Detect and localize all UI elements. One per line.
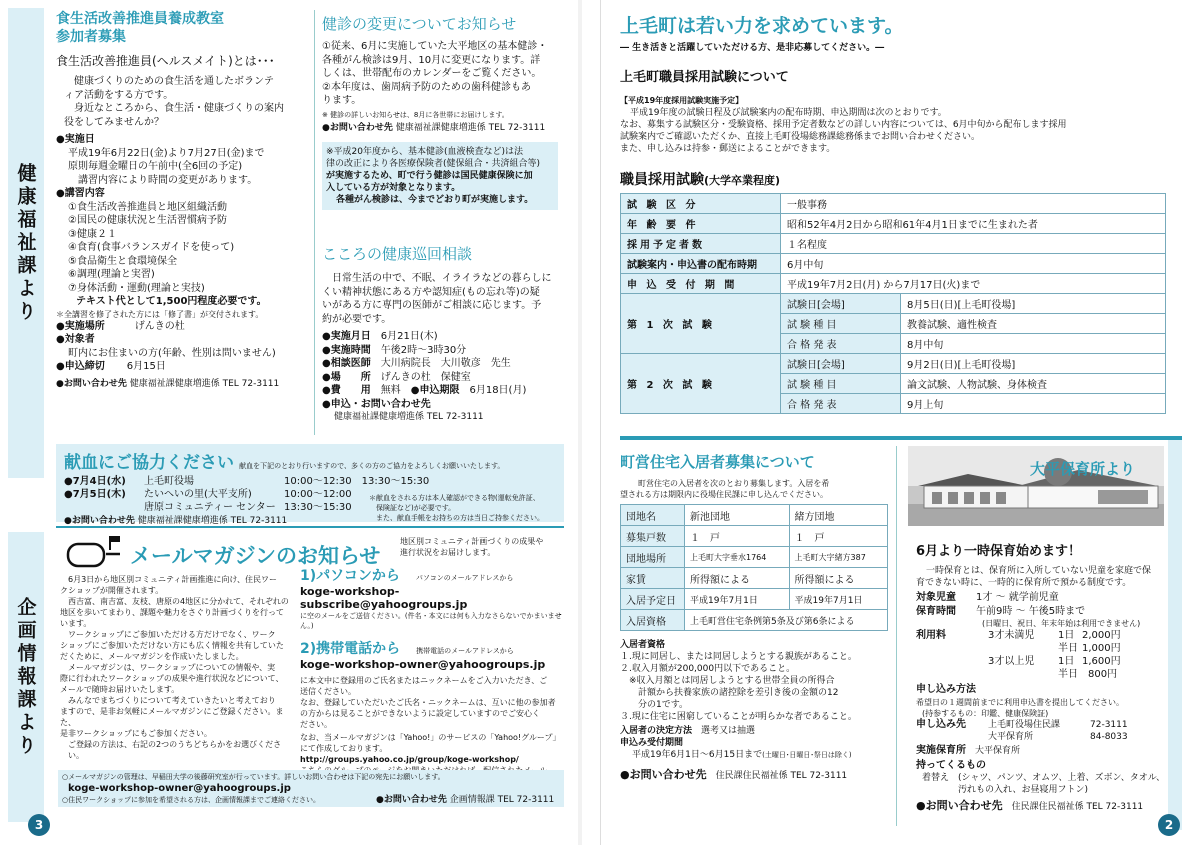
- table-row: [621, 194, 1166, 214]
- text-line: 着替え (シャツ、パンツ、オムツ、上着、ズボン、タオル、: [922, 773, 1166, 783]
- contact-value: 住民課住民福祉係 TEL 72-3111: [715, 771, 848, 781]
- exam-table: [620, 193, 1166, 414]
- cell: 論文試験、人物試験、身体検査: [901, 374, 1166, 394]
- text-line: だくために、メールマガジンを作成いたしました。: [60, 652, 244, 661]
- row-label: 入居予定日: [621, 589, 685, 610]
- row-label: 家賃: [621, 568, 685, 589]
- text-line: 講習内容により時間の変更があります。: [78, 174, 258, 186]
- contact-value: 住民課住民福祉係 TEL 72-3111: [1011, 802, 1144, 812]
- value: げんきの杜 保健室: [380, 371, 471, 383]
- text-line: 送信ください。: [300, 687, 356, 696]
- place: たいへいの里(大平支所): [144, 489, 252, 500]
- text-line: 各種がん検診は、今までどおり町が実施します。: [336, 194, 534, 205]
- label: ●対象者: [56, 334, 95, 345]
- text-line: ①従来、6月に実施していた大平地区の基本健診・: [322, 41, 548, 52]
- fee-age: 3才以上児: [988, 656, 1035, 667]
- text-line: 一時保育とは、保育所に入所していない児童を家庭で保: [926, 566, 1152, 576]
- value: 72-3111: [1090, 719, 1128, 730]
- note: ※ 健診の詳しいお知らせは、8月に各世帯にお届けします。: [322, 110, 509, 119]
- table-row: [621, 547, 888, 568]
- title-note: 進行状況をお届けします。: [400, 548, 496, 557]
- label: ●お問い合わせ先: [376, 795, 447, 805]
- label: 申し込み方法: [916, 684, 976, 695]
- text-line: また、申し込みは持参・郵送によることができます。: [620, 144, 836, 154]
- list-item: ⑤食品衛生と食環境保全: [68, 255, 177, 267]
- kenshin-section: [322, 14, 562, 210]
- text-line: クショップが開催されます。: [60, 586, 164, 595]
- heading: 1)パソコンから: [300, 568, 400, 584]
- list-item: ⑦身体活動・運動(理論と実技): [68, 282, 205, 294]
- value: 84-8033: [1090, 731, 1128, 742]
- cell: 所得額による: [789, 568, 887, 589]
- label: ●場 所: [322, 371, 371, 383]
- text-line: なお、当メールマガジンは「Yahoo!」のサービスの「Yahoo!グループ」: [300, 733, 561, 742]
- list-item: ２.収入月額が200,000円以下であること。: [620, 664, 796, 674]
- contact-value: 健康福祉課健康増進係 TEL 72-3111: [129, 378, 280, 389]
- text-line: 希望日の１週間前までに利用申込書を提出してください。: [916, 697, 1124, 707]
- intro-line: 健康づくりのための食生活を通したボランテ: [74, 76, 274, 87]
- text-line: 育できない時に、一時的に保育所で預かる制度です。: [916, 578, 1132, 588]
- text-line: 平成19年6月22日(金)より7月27日(金)まで: [68, 147, 265, 159]
- value: 6月18日(月): [469, 385, 527, 396]
- label: ●お問い合わせ先: [56, 378, 127, 389]
- text-line: 際に行われたワークショップの成果や進行状況などについて、: [60, 674, 284, 683]
- section-title: 食生活改善推進員養成教室: [56, 11, 224, 27]
- row-label: 試験案内・申込書の配布時期: [621, 254, 781, 274]
- headline: 6月より一時保育始めます！: [916, 544, 1082, 559]
- label: 持ってくるもの: [916, 759, 986, 771]
- value: 選考又は抽選: [701, 726, 756, 736]
- cell: 9月上旬: [901, 394, 1166, 414]
- text-line: 平成19年度の試験日程及び試験案内の配布時期、申込期間は次のとおりです。: [630, 108, 947, 118]
- fee-text: テキスト代として1,500円程度必要です。: [76, 296, 267, 307]
- text-line: にて作成しております。: [300, 744, 388, 753]
- mailmag-footer: [58, 770, 564, 807]
- section-title: こころの健康巡回相談: [322, 245, 473, 263]
- note: (日曜日、祝日、年末年始は利用できません): [982, 619, 1141, 628]
- cell: 平成19年7月1日: [685, 589, 790, 610]
- list-item: ④食育(食事バランスガイドを使って): [68, 242, 235, 253]
- value: げんきの杜: [134, 320, 185, 332]
- value: 大平保育所: [975, 745, 1021, 756]
- section-title: 大平保育所より: [1030, 460, 1136, 478]
- table-row: [621, 568, 888, 589]
- section-title: 上毛町は若い力を求めています。: [620, 15, 904, 37]
- text-line: メールマガジンは、ワークショップについての情報や、実: [68, 663, 276, 672]
- row-label: 第 2 次 試 験: [621, 354, 781, 414]
- mailmag-howto: [300, 562, 564, 798]
- text-line: が実施するため、町で行う健診は国民健康保険に加: [326, 170, 533, 181]
- contact-value: 健康福祉課健康増進係 TEL 72-3111: [395, 122, 546, 133]
- cell: １ 戸: [789, 526, 887, 547]
- value: 平成19年6月1日～6月15日まで: [632, 750, 763, 760]
- value: 無料: [380, 385, 401, 396]
- note: また、献血手帳をお持ちの方は当日ご持参ください。: [369, 514, 544, 522]
- text-line: 6月3日から地区別コミュニティ計画推進に向け、住民ワー: [68, 575, 278, 584]
- label: ●実施時間: [322, 344, 371, 356]
- text-line: ショップにご参加いただけない方にも広く情報を共有していた: [60, 641, 284, 650]
- label: ●講習内容: [56, 188, 105, 199]
- fee-amount: 2,000円: [1082, 630, 1121, 641]
- value: 午後2時～3時30分: [380, 344, 467, 356]
- intro-line: 役をしてみませんか？: [64, 116, 164, 128]
- contact-value: 健康福祉課健康増進係 TEL 72-3111: [334, 412, 484, 422]
- note: (土曜日･日曜日･祭日は除く): [762, 751, 852, 759]
- section-title: メールマガジンのお知らせ: [130, 544, 381, 568]
- cell: 試 験 種 目: [781, 314, 901, 334]
- title-note: 献血を下記のとおり行いますので、多くの方のご協力をよろしくお願いいたします。: [239, 462, 505, 470]
- label: ●お問い合わせ先: [322, 122, 393, 133]
- label: ●申込期限: [410, 385, 460, 396]
- text-line: しくは、世帯配布のカレンダーをご覧ください。: [322, 68, 542, 79]
- notice-box: [322, 142, 558, 210]
- footer-line: ○メールマガジンの管理は、早稲田大学の後藤研究室が行っています。詳しいお問い合わせは下記の宛先にお願いします。: [62, 773, 445, 781]
- text-line: ります。: [322, 95, 362, 106]
- text-line: みんなでまちづくりについて考えていきたいと考えており: [68, 696, 276, 705]
- list-item: ③健康２１: [68, 228, 117, 240]
- table-row: [621, 234, 1166, 254]
- table-row: [621, 214, 1166, 234]
- text-line: の方からは見ることができないように設定していますのでご安心く: [300, 709, 540, 718]
- value: 6月21日(木): [380, 331, 438, 342]
- value: 1才 ～ 就学前児童: [976, 592, 1059, 603]
- text-line: いがある方に専門の医師がご相談に応じます。予: [322, 300, 542, 311]
- text-line: なお、登録していただいたご氏名・ニックネームは、互いに他の参加者: [300, 698, 556, 707]
- text-line: 各種がん検診は9月、10月に変更になります。詳: [322, 54, 541, 66]
- place: 上毛町役場: [144, 476, 194, 487]
- list-item: ②国民の健康状況と生活習慣病予防: [68, 215, 227, 226]
- table-subtitle: (大学卒業程度): [704, 174, 781, 187]
- text-line: 入している方が対象となります。: [326, 182, 461, 193]
- sidebar-planning: [8, 532, 44, 822]
- kenketsu-section: [56, 444, 564, 526]
- url-link[interactable]: http://groups.yahoo.co.jp/group/koge-workshop/: [300, 755, 519, 764]
- sidebar-label: 健康福祉課より: [14, 162, 37, 324]
- value: 6月15日: [126, 361, 166, 372]
- value: 大平保育所: [988, 731, 1034, 742]
- contact-value: 健康福祉課健康増進係 TEL 72-3111: [137, 516, 288, 526]
- cell: 合 格 発 表: [781, 394, 901, 414]
- fee-amount: 1,600円: [1082, 656, 1121, 667]
- text-line: 律の改正により各医療保険者(健保組合・共済組合等): [326, 158, 541, 169]
- email-address[interactable]: koge-workshop-owner@yahoogroups.jp: [68, 783, 291, 794]
- label: ●実施日: [56, 134, 95, 145]
- text-line: 町営住宅の入居者を次のとおり募集します。入居を希: [638, 479, 830, 488]
- subtitle: 食生活改善推進員(ヘルスメイト)とは･･･: [56, 54, 275, 68]
- mailmag-body: [60, 574, 290, 761]
- table-row: [621, 610, 888, 631]
- cell: 所得額による: [685, 568, 790, 589]
- label: ●申込締切: [56, 361, 105, 372]
- label: ●実施場所: [56, 320, 105, 332]
- list-item: ※収入月額とは同居しようとする世帯全員の所得合: [620, 676, 835, 686]
- date: ●7月4日(水): [64, 476, 126, 487]
- text-line: ださい。: [300, 720, 332, 729]
- shokuseikatsu-section: [56, 10, 308, 390]
- text-line: 原則毎週金曜日の午前中(全6回の予定): [68, 161, 243, 172]
- cell: 8月中旬: [901, 334, 1166, 354]
- label: ●相談医師: [322, 358, 371, 369]
- fee-unit: 1日: [1058, 630, 1075, 641]
- value: 町内にお住まいの方(年齢、性別は問いません): [68, 347, 276, 359]
- table-row: [621, 274, 1166, 294]
- text-line: 望される方は期限内に役場住民課に申し込んでください。: [620, 490, 828, 499]
- table-row: [621, 526, 888, 547]
- fee-age: 3才未満児: [988, 630, 1035, 641]
- text-line: に本文中に登録用のご氏名またはニックネームをご入力いただき、ご: [300, 676, 548, 685]
- row-label: 募集戸数: [621, 526, 685, 547]
- row-label: 年 齢 要 件: [621, 214, 781, 234]
- label: 入居者の決定方法: [620, 726, 693, 736]
- label: ●申込・お問い合わせ先: [322, 398, 431, 410]
- fee-unit: 半日: [1058, 643, 1078, 654]
- label: 申し込み先: [916, 718, 966, 730]
- housing-table: [620, 504, 888, 631]
- time: 13:30～15:30: [284, 502, 352, 513]
- label: ●費 用: [322, 385, 371, 396]
- note: パソコンのメールアドレスから: [415, 574, 514, 582]
- section-title: 町営住宅入居者募集について: [620, 453, 815, 471]
- table-row: [621, 294, 1166, 314]
- row-label: 団地名: [621, 505, 685, 526]
- contact-value: 企画情報課 TEL 72-3111: [449, 795, 555, 805]
- table-row: [621, 254, 1166, 274]
- text-line: ますので、是非お気軽にメールマガジンにご登録ください。また、: [60, 707, 284, 727]
- kokoro-section: [322, 244, 562, 423]
- label: 保育時間: [916, 605, 956, 617]
- list-item: １.現に同居し、または同居しようとする親族があること。: [620, 652, 857, 662]
- value: 上毛町役場住民課: [988, 719, 1061, 730]
- value: 午前9時 ～ 午後5時まで: [976, 605, 1086, 617]
- label: ●お問い合わせ先: [64, 516, 135, 526]
- cell: 平成19年7月1日: [789, 589, 887, 610]
- saiyo-section: [620, 14, 1180, 414]
- cell: 試験日[会場]: [781, 354, 901, 374]
- tag: 【平成19年度採用試験実施予定】: [620, 96, 744, 105]
- text-line: 約が必要です。: [322, 313, 392, 325]
- sidebar-label: 企画情報課より: [14, 596, 37, 758]
- table-row: [621, 505, 888, 526]
- row-value: 一般事務: [781, 194, 1166, 214]
- heading: 入居者資格: [620, 640, 666, 650]
- text-line: 汚れもの入れ、お昼寝用フトン): [958, 785, 1089, 795]
- row-label: 試 験 区 分: [621, 194, 781, 214]
- mailbox-icon: [62, 534, 126, 570]
- text-line: 西吉富、南吉富、友枝、唐原の4地区に分かれて、それぞれの: [68, 597, 289, 606]
- note: 保険証など)が必要です。: [369, 504, 456, 512]
- date: ●7月5日(木): [64, 489, 126, 500]
- cell: 試 験 種 目: [781, 374, 901, 394]
- intro-line: 身近なところから、食生活・健康づくりの案内: [74, 103, 284, 114]
- label: 実施保育所: [916, 744, 966, 756]
- text-line: なお、募集する試験区分・受験資格、採用予定者数などの詳しい内容については、6月中旬から配布します採用: [620, 120, 1067, 130]
- intro-line: ィア活動をする方です。: [64, 89, 174, 101]
- text-line: (持参するもの：印鑑、健康保険証): [922, 708, 1049, 718]
- sidebar-health: [8, 8, 44, 478]
- time: 10:00～12:30 13:30～15:30: [284, 476, 430, 487]
- note: ＊全講習を修了された方には「修了書」が交付されます。: [56, 309, 264, 319]
- label: 対象児童: [916, 592, 956, 603]
- cell: １ 戸: [685, 526, 790, 547]
- cell: 上毛町営住宅条例第5条及び第6条による: [685, 610, 888, 631]
- list-item: 計額から扶養家族の諸控除を差引き後の金額の12: [620, 688, 839, 698]
- cell: 緒方団地: [789, 505, 887, 526]
- email-address[interactable]: koge-workshop-owner@yahoogroups.jp: [300, 658, 546, 671]
- table-row: [621, 354, 1166, 374]
- hoikusho-section: [916, 540, 1166, 813]
- cell: 8月5日(日)[上毛町役場]: [901, 294, 1166, 314]
- cell: 9月2日(日)[上毛町役場]: [901, 354, 1166, 374]
- label: ●お問い合わせ先: [620, 768, 707, 781]
- place: 唐原コミュニティー センター: [144, 502, 276, 513]
- text-line: ワークショップにご参加いただける方だけでなく、ワーク: [68, 630, 276, 639]
- email-address[interactable]: koge-workshop-subscribe@yahoogroups.jp: [300, 585, 468, 611]
- fee-amount: 1,000円: [1082, 643, 1121, 654]
- note: に空のメールをご送信ください。(件名・本文には何も入力なさらないでかまいません。): [300, 612, 562, 630]
- text-line: メールで随時お届けいたします。: [60, 685, 180, 694]
- footer-line: ○住民ワークショップに参加を希望される方は、企画情報課までご連絡ください。: [62, 796, 320, 804]
- section-title: 参加者募集: [56, 29, 126, 45]
- row-label: 団地場所: [621, 547, 685, 568]
- list-item: ⑥調理(理論と実習): [68, 269, 155, 280]
- cell: 新池団地: [685, 505, 790, 526]
- row-value: １名程度: [781, 234, 1166, 254]
- text-line: 試験案内でご確認いただくか、直接上毛町役場総務課総務係までお問い合わせください。: [620, 132, 981, 142]
- label: 申込み受付期間: [620, 738, 684, 748]
- table-row: [621, 589, 888, 610]
- cell: 上毛町大字垂水1764: [685, 547, 790, 568]
- label: 利用料: [916, 630, 946, 641]
- cell: 上毛町大字緒方387: [789, 547, 887, 568]
- title-note: 地区別コミュニティ計画づくりの成果や: [400, 537, 544, 546]
- jutaku-section: [620, 452, 892, 782]
- row-value: 6月中旬: [781, 254, 1166, 274]
- cell: 合 格 発 表: [781, 334, 901, 354]
- value: 大川病院長 大川敬彦 先生: [380, 358, 511, 369]
- row-value: 平成19年7月2日(月) から7月17日(火)まで: [781, 274, 1166, 294]
- list-item: 分の1です。: [620, 700, 689, 710]
- list-item: ３.現に住宅に困窮していることが明らかな者であること。: [620, 712, 857, 722]
- text-line: ご登録の方法は、右記の2つのうちどちらかをお選びください。: [68, 740, 282, 760]
- fee-unit: 1日: [1058, 656, 1075, 667]
- page-number-left: 3: [28, 814, 50, 836]
- subtitle: ― 生き活きと活躍していただける方、是非応募してください。―: [620, 43, 885, 53]
- text-line: 日常生活の中で、不眠、イライラなどの暮らしに: [332, 273, 552, 284]
- text-line: 是非ワークショップにもご参加ください。: [60, 729, 212, 738]
- row-label: 申 込 受 付 期 間: [621, 274, 781, 294]
- row-label: 入居資格: [621, 610, 685, 631]
- table-title: 職員採用試験: [620, 172, 704, 188]
- fee-unit: 半日: [1058, 669, 1078, 680]
- row-label: 第 1 次 試 験: [621, 294, 781, 354]
- label: ●お問い合わせ先: [916, 799, 1003, 812]
- text-line: 地区を歩いてまわり、課題や魅力をさぐり計画づくりを行って: [60, 608, 284, 617]
- row-value: 昭和52年4月2日から昭和61年4月1日までに生まれた者: [781, 214, 1166, 234]
- section-title: 献血にご協力ください: [64, 453, 234, 473]
- label: ●実施月日: [322, 331, 371, 342]
- text-line: くい精神状態にある方や認知症(もの忘れ等)の疑: [322, 286, 540, 298]
- section-title: 健診の変更についてお知らせ: [322, 15, 517, 33]
- cell: 教養試験、適性検査: [901, 314, 1166, 334]
- note: ＊献血をされる方は本人確認ができる物(運転免許証、: [369, 494, 540, 502]
- list-item: ①食生活改善推進員と地区組織活動: [68, 201, 227, 213]
- text-line: ②本年度は、歯周病予防のための歯科健診もあ: [322, 81, 531, 93]
- section-heading: 上毛町職員採用試験について: [620, 70, 789, 85]
- page-number-right: 2: [1158, 814, 1180, 836]
- heading: 2)携帯電話から: [300, 641, 401, 657]
- fee-amount: 800円: [1088, 669, 1118, 680]
- time: 10:00～12:00: [284, 489, 352, 500]
- text-line: います。: [60, 619, 92, 628]
- text-line: ※平成20年度から、基本健診(血液検査など)は法: [326, 146, 524, 157]
- cell: 試験日[会場]: [781, 294, 901, 314]
- note: 携帯電話のメールアドレスから: [416, 647, 514, 655]
- row-label: 採用予定者数: [621, 234, 781, 254]
